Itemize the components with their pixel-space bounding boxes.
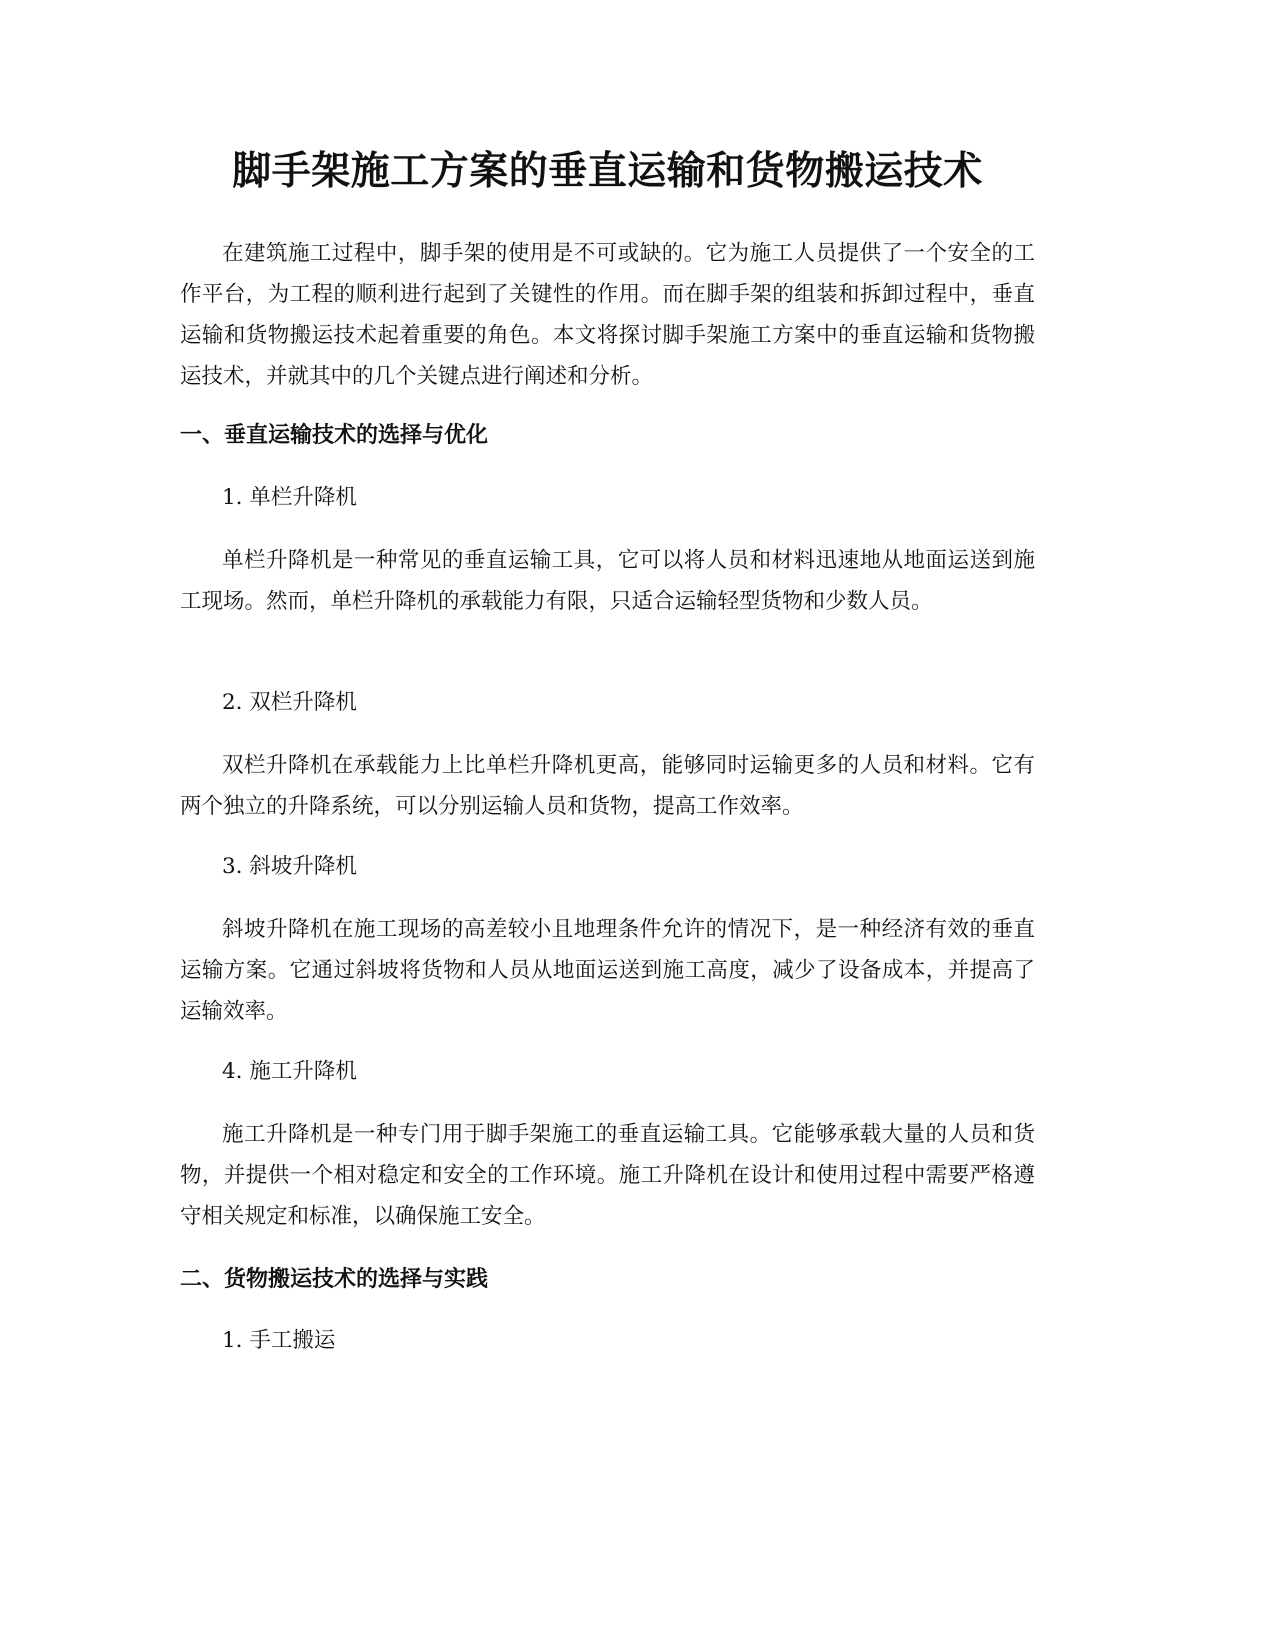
section-heading-2: 二、货物搬运技术的选择与实践 bbox=[180, 1267, 489, 1292]
document-page bbox=[180, 0, 1035, 1650]
list-item-paragraph: 双栏升降机在承载能力上比单栏升降机更高，能够同时运输更多的人员和材料。它有两个独立的升降系统，可以分别运输人员和货物，提高工作效率。 bbox=[180, 753, 1035, 819]
list-item-label: 1. 手工搬运 bbox=[222, 1328, 336, 1353]
list-item-label: 2. 双栏升降机 bbox=[222, 690, 357, 715]
list-item-label: 1. 单栏升降机 bbox=[222, 485, 357, 510]
section-heading-1: 一、垂直运输技术的选择与优化 bbox=[180, 423, 489, 448]
list-item-paragraph: 单栏升降机是一种常见的垂直运输工具，它可以将人员和材料迅速地从地面运送到施工现场。然而，单栏升降机的承载能力有限，只适合运输轻型货物和少数人员。 bbox=[180, 548, 1035, 614]
intro-paragraph: 在建筑施工过程中，脚手架的使用是不可或缺的。它为施工人员提供了一个安全的工作平台，为工程的顺利进行起到了关键性的作用。而在脚手架的组装和拆卸过程中，垂直运输和货物搬运技术起着重要的角色。本文将探讨脚手架施工方案中的垂直运输和货物搬运技术，并就其中的几个关键点进行阐述和分析。 bbox=[180, 241, 1035, 389]
list-item-paragraph: 斜坡升降机在施工现场的高差较小且地理条件允许的情况下，是一种经济有效的垂直运输方案。它通过斜坡将货物和人员从地面运送到施工高度，减少了设备成本，并提高了运输效率。 bbox=[180, 917, 1035, 1024]
list-item-label: 3. 斜坡升降机 bbox=[222, 854, 357, 879]
page-title: 脚手架施工方案的垂直运输和货物搬运技术 bbox=[232, 149, 983, 194]
list-item-label: 4. 施工升降机 bbox=[222, 1059, 357, 1084]
list-item-paragraph: 施工升降机是一种专门用于脚手架施工的垂直运输工具。它能够承载大量的人员和货物，并提供一个相对稳定和安全的工作环境。施工升降机在设计和使用过程中需要严格遵守相关规定和标准，以确保施工安全。 bbox=[180, 1122, 1035, 1229]
